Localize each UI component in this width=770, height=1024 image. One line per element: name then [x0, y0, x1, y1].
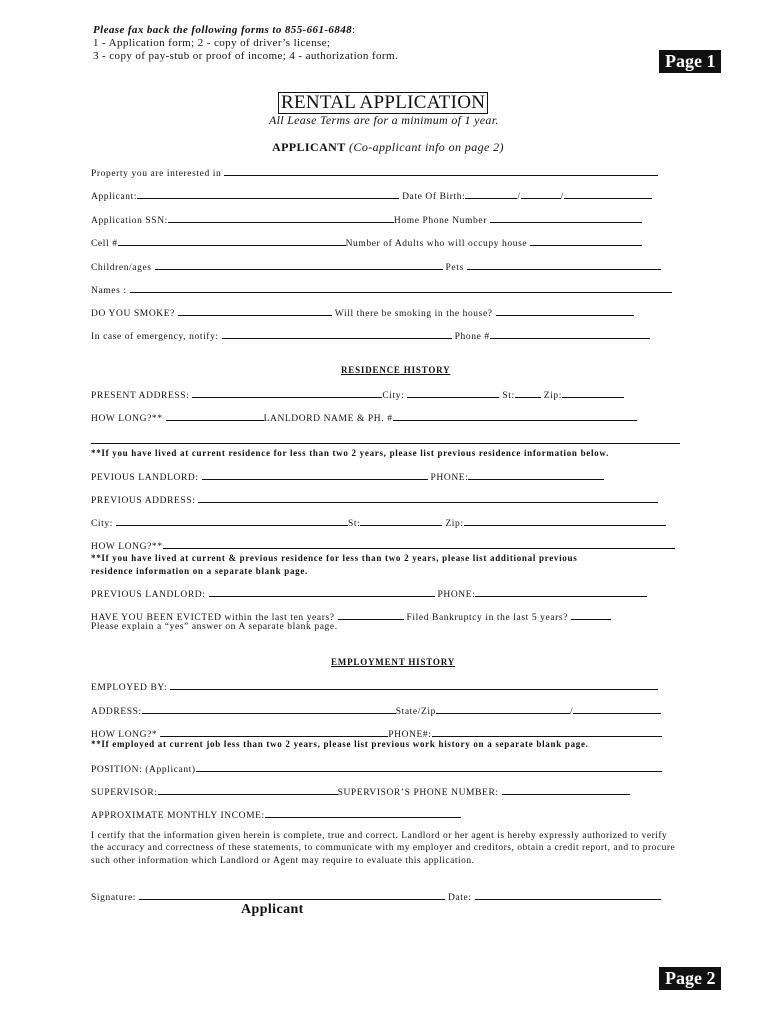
ssn-field[interactable] — [168, 213, 394, 223]
children-row: Children/ages Pets — [91, 260, 680, 273]
cell-field[interactable] — [118, 236, 346, 246]
fax-line-3: 3 - copy of pay-stub or proof of income; 4 - authorization form. — [93, 50, 399, 62]
present-address-row: PRESENT ADDRESS: City: St: Zip: — [91, 388, 680, 401]
present-zip-field[interactable] — [562, 388, 624, 398]
how-long-field[interactable] — [166, 411, 264, 421]
adults-field[interactable] — [530, 236, 642, 246]
present-state-field[interactable] — [515, 388, 541, 398]
how-long-row: HOW LONG?** LANLDORD NAME & PH. # — [91, 411, 680, 424]
applicant-row: Applicant: Date Of Birth: / / — [91, 189, 680, 202]
emergency-phone-field[interactable] — [490, 329, 650, 339]
previous-landlord-phone-field[interactable] — [468, 470, 604, 480]
position-row: POSITION: (Applicant) — [91, 762, 680, 775]
applicant-heading: APPLICANT (Co-applicant info on page 2) — [272, 140, 504, 154]
dob-year-field[interactable] — [564, 189, 652, 199]
dob-day-field[interactable] — [521, 189, 561, 199]
income-field[interactable] — [265, 808, 461, 818]
property-field[interactable] — [224, 166, 658, 176]
emergency-contact-field[interactable] — [222, 329, 452, 339]
employed-by-row: EMPLOYED BY: — [91, 680, 680, 693]
previous-city-field[interactable] — [116, 516, 348, 526]
supervisor-phone-field[interactable] — [502, 785, 630, 795]
supervisor-row: SUPERVISOR: SUPERVISOR’S PHONE NUMBER: — [91, 785, 680, 798]
previous-city-row: City: St: Zip: — [91, 516, 680, 529]
previous-landlord-field[interactable] — [202, 470, 428, 480]
pets-field[interactable] — [467, 260, 661, 270]
property-row: Property you are interested in — [91, 166, 680, 179]
employment-how-long-field[interactable] — [160, 727, 388, 737]
page-2-label[interactable]: Page 2 — [659, 967, 721, 990]
previous-landlord-row: PEVIOUS LANDLORD: PHONE: — [91, 470, 680, 483]
evicted-row: HAVE YOU BEEN EVICTED within the last ten years? Filed Bankruptcy in the last 5 years? — [91, 610, 680, 623]
names-field[interactable] — [130, 283, 672, 293]
previous-address-field[interactable] — [198, 493, 658, 503]
previous-how-long-field[interactable] — [163, 539, 675, 549]
signature-row: Signature: Date: — [91, 890, 680, 903]
employer-state-field[interactable] — [436, 704, 570, 714]
supervisor-field[interactable] — [158, 785, 338, 795]
evicted-field[interactable] — [338, 610, 404, 620]
income-row: APPROXIMATE MONTHLY INCOME: — [91, 808, 680, 821]
previous-landlord-2-phone-field[interactable] — [475, 587, 647, 597]
employment-history-heading: EMPLOYMENT HISTORY — [331, 657, 456, 667]
previous-landlord-2-row: PREVIOUS LANDLORD: PHONE: — [91, 587, 680, 600]
signature-field[interactable] — [139, 890, 445, 900]
employer-address-field[interactable] — [142, 704, 396, 714]
home-phone-field[interactable] — [490, 213, 642, 223]
bankruptcy-field[interactable] — [571, 610, 611, 620]
fax-line-2: 1 - Application form; 2 - copy of driver’s license; — [93, 37, 331, 49]
lease-subtitle: All Lease Terms are for a minimum of 1 year. — [269, 113, 499, 127]
ssn-row: Application SSN: Home Phone Number — [91, 213, 680, 226]
previous-zip-field[interactable] — [464, 516, 666, 526]
present-city-field[interactable] — [407, 388, 499, 398]
fax-line-1: Please fax back the following forms to 855-661-6848 — [93, 24, 353, 36]
employer-zip-field[interactable] — [573, 704, 661, 714]
fax-instructions: Please fax back the following forms to 855-661-6848: 1 - Application form; 2 - copy of driver’s license; 3 - copy of pay-stub or proof of income; 4 - authorization form. — [93, 24, 399, 62]
form-title: RENTAL APPLICATION — [278, 92, 488, 114]
previous-landlord-2-field[interactable] — [209, 587, 435, 597]
employment-note: **If employed at current job less than two 2 years, please list previous work history on a separate blank page. — [91, 739, 589, 749]
names-row: Names : — [91, 283, 680, 296]
previous-state-field[interactable] — [360, 516, 442, 526]
children-field[interactable] — [155, 260, 443, 270]
residence-history-heading: RESIDENCE HISTORY — [341, 365, 451, 375]
applicant-name-field[interactable] — [137, 189, 399, 199]
applicant-signature-label: Applicant — [241, 902, 304, 917]
previous-residence-note: **If you have lived at current residence for less than two 2 years, please list previous residence information below. — [91, 448, 610, 458]
additional-residence-note: **If you have lived at current & previous residence for less than two 2 years, please list additional previous residence information on a separate blank page. — [91, 553, 578, 576]
employer-phone-field[interactable] — [432, 727, 662, 737]
smoke-row: DO YOU SMOKE? Will there be smoking in the house? — [91, 306, 680, 319]
page-1-label: Page 1 — [659, 50, 721, 73]
divider-line — [91, 443, 680, 444]
previous-how-long-row: HOW LONG?** — [91, 539, 680, 552]
previous-address-row: PREVIOUS ADDRESS: — [91, 493, 680, 506]
explain-yes-note: Please explain a “yes” answer on A separate blank page. — [91, 622, 338, 632]
date-field[interactable] — [475, 890, 661, 900]
certification-paragraph: I certify that the information given herein is complete, true and correct. Landlord or her agent is hereby expressly authorized to verify the accuracy and correctness of these statements, to communicate with my employer and creditors, obtain a credit report, and to procure such other information which Landlord or Agent may require to evaluate this application. — [91, 831, 676, 866]
dob-month-field[interactable] — [465, 189, 517, 199]
cell-row: Cell # Number of Adults who will occupy house — [91, 236, 680, 249]
position-field[interactable] — [196, 762, 662, 772]
emergency-row: In case of emergency, notify: Phone # — [91, 329, 680, 342]
smoking-house-field[interactable] — [496, 306, 634, 316]
present-address-field[interactable] — [192, 388, 382, 398]
employment-how-long-row: HOW LONG?* PHONE#: — [91, 727, 680, 740]
smoke-field[interactable] — [178, 306, 332, 316]
landlord-field[interactable] — [393, 411, 637, 421]
employer-address-row: ADDRESS: State/Zip / — [91, 704, 680, 717]
employer-field[interactable] — [170, 680, 658, 690]
